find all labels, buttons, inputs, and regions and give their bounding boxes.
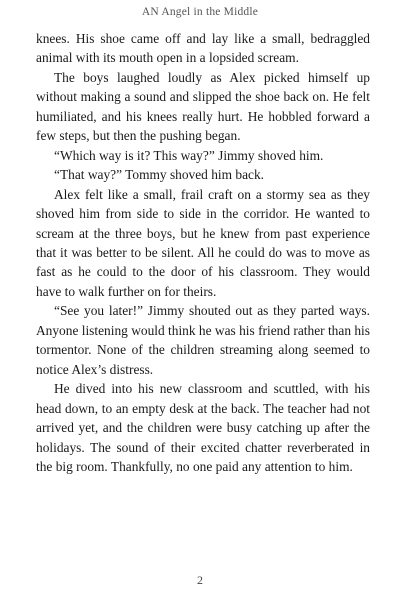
paragraph: “That way?” Tommy shoved him back. (54, 167, 265, 183)
page-number: 2 (197, 573, 203, 587)
paragraph: He dived into his new classroom and scuttled, with his head down, to an empty desk at the back. The teacher had not arrived yet, and the children were busy catching up after the holidays. The sound of their excited chatter reverberated in the big room. Thankfully, no one paid any attention to him. (36, 381, 370, 474)
body-text (36, 29, 370, 476)
running-header: AN Angel in the Middle (141, 6, 259, 18)
paragraph: Alex felt like a small, frail craft on a stormy sea as they shoved him from side to side in the corridor. He wanted to scream at the three boys, but he knew from past experience that it was better to be silent. All he could do was to move as fast as he could to the door of his classroom. They would have to walk further on for theirs. (36, 186, 370, 299)
paragraph: knees. His shoe came off and lay like a small, bedraggled animal with its mouth open in a lopsided scream. (36, 31, 370, 66)
paragraph: “Which way is it? This way?” Jimmy shoved him. (54, 147, 324, 163)
paragraph: The boys laughed loudly as Alex picked himself up without making a sound and slipped the shoe back on. He felt humiliated, and his knees really hurt. He hobbled forward a few steps, but then the pushing began. (36, 69, 370, 144)
paragraph: “See you later!” Jimmy shouted out as they parted ways. Anyone listening would think he was his friend rather than his tormentor. None of the children streaming along seemed to notice Alex’s distress. (36, 303, 370, 377)
